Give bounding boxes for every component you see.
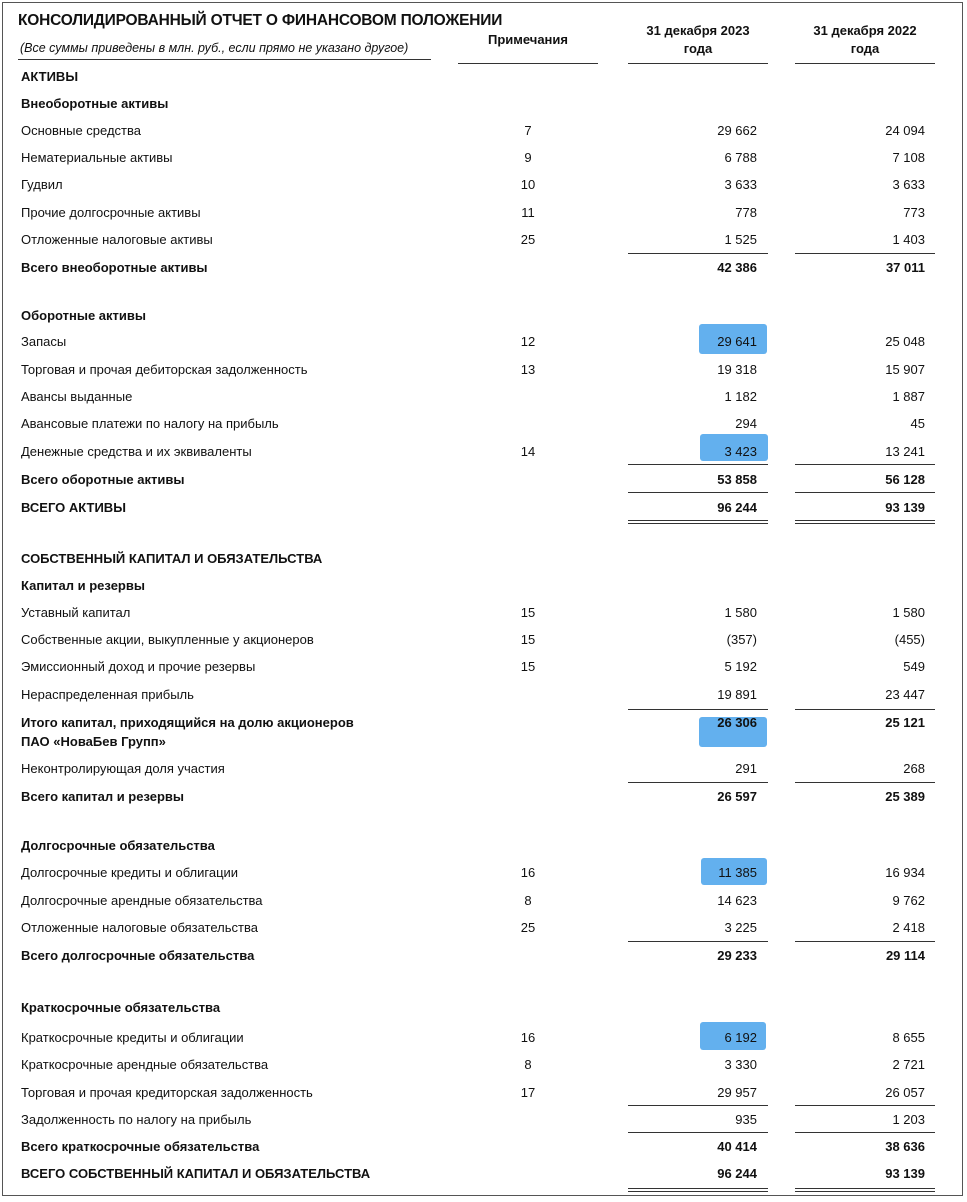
row-label: Торговая и прочая дебиторская задолженность (21, 362, 308, 377)
value-2022: 23 447 (885, 687, 925, 702)
total-double-rule (628, 523, 768, 524)
value-2022: 93 139 (885, 500, 925, 515)
value-2023: 1 580 (724, 605, 757, 620)
value-2023: 29 957 (717, 1085, 757, 1100)
total-double-rule (795, 1191, 935, 1192)
value-2023: 778 (735, 205, 757, 220)
row-label: Всего долгосрочные обязательства (21, 948, 255, 963)
subtotal-rule (628, 782, 768, 783)
row-label: Оборотные активы (21, 308, 146, 323)
row-label: Внеоборотные активы (21, 96, 169, 111)
value-2022: 25 121 (885, 715, 925, 730)
row-label: Всего капитал и резервы (21, 789, 185, 804)
value-2023: 29 662 (717, 123, 757, 138)
value-2023: 42 386 (717, 260, 757, 275)
total-double-rule (795, 520, 935, 521)
row-label: Основные средства (21, 123, 141, 138)
value-2022: 38 636 (885, 1139, 925, 1154)
row-label: Краткосрочные обязательства (21, 1000, 221, 1015)
row-label: Прочие долгосрочные активы (21, 205, 201, 220)
value-2022: 7 108 (892, 150, 925, 165)
value-2023: 1 182 (724, 389, 757, 404)
value-2022: 2 418 (892, 920, 925, 935)
row-note: 17 (520, 1085, 536, 1100)
row-label: Отложенные налоговые активы (21, 232, 213, 247)
value-2022: 549 (903, 659, 925, 674)
row-label: ВСЕГО АКТИВЫ (21, 500, 126, 515)
row-note: 16 (520, 1030, 536, 1045)
value-2022: 1 403 (892, 232, 925, 247)
row-note: 13 (520, 362, 536, 377)
financial-statement-page (2, 2, 963, 1196)
value-2022: 37 011 (885, 260, 925, 275)
row-label: Гудвил (21, 177, 63, 192)
value-2023: 935 (735, 1112, 757, 1127)
row-note: 7 (524, 123, 532, 138)
value-2023: 291 (735, 761, 757, 776)
units-note: (Все суммы приведены в млн. руб., если прямо не указано другое) (20, 41, 409, 55)
row-note: 8 (524, 893, 532, 908)
row-label: Краткосрочные кредиты и облигации (21, 1030, 244, 1045)
value-2023: 29 641 (717, 334, 757, 349)
value-2022: 773 (903, 205, 925, 220)
row-label: Долгосрочные обязательства (21, 838, 215, 853)
subtotal-rule (795, 492, 935, 493)
value-2022: 1 887 (892, 389, 925, 404)
value-2022: 15 907 (885, 362, 925, 377)
row-label: Отложенные налоговые обязательства (21, 920, 258, 935)
value-2023: 3 225 (724, 920, 757, 935)
value-2022: 25 389 (885, 789, 925, 804)
row-label: Авансы выданные (21, 389, 133, 404)
row-note: 11 (521, 205, 535, 220)
value-2023: 26 597 (717, 789, 757, 804)
row-note: 15 (520, 605, 536, 620)
total-double-rule (795, 1188, 935, 1189)
row-note: 25 (520, 232, 536, 247)
value-2023: 96 244 (717, 1166, 757, 1181)
row-label: Неконтролирующая доля участия (21, 761, 225, 776)
row-label: Задолженность по налогу на прибыль (21, 1112, 252, 1127)
page-title: КОНСОЛИДИРОВАННЫЙ ОТЧЕТ О ФИНАНСОВОМ ПОЛОЖЕНИИ (18, 12, 503, 29)
value-2022: 1 580 (892, 605, 925, 620)
row-label: Авансовые платежи по налогу на прибыль (21, 416, 279, 431)
subtotal-rule (628, 464, 768, 465)
total-double-rule (628, 1188, 768, 1189)
total-double-rule (628, 520, 768, 521)
value-2023: 6 192 (724, 1030, 757, 1045)
row-label: ВСЕГО СОБСТВЕННЫЙ КАПИТАЛ И ОБЯЗАТЕЛЬСТВА (21, 1166, 371, 1181)
value-2023: 1 525 (724, 232, 757, 247)
row-label: Нематериальные активы (21, 150, 173, 165)
value-2023: 96 244 (717, 500, 757, 515)
value-2022: 3 633 (892, 177, 925, 192)
value-2023: 26 306 (717, 715, 757, 730)
row-note: 15 (520, 632, 536, 647)
total-double-rule (795, 523, 935, 524)
value-2022: 29 114 (885, 948, 925, 963)
row-label: Всего оборотные активы (21, 472, 185, 487)
value-2023: 6 788 (724, 150, 757, 165)
subtotal-rule (795, 253, 935, 254)
value-2023: 19 891 (717, 687, 757, 702)
row-label: Всего внеоборотные активы (21, 260, 208, 275)
header-divider (458, 63, 598, 64)
value-2023: 40 414 (717, 1139, 757, 1154)
value-2022: 56 128 (885, 472, 925, 487)
row-label: Эмиссионный доход и прочие резервы (21, 659, 256, 674)
row-label: АКТИВЫ (21, 69, 79, 84)
value-2022: 1 203 (892, 1112, 925, 1127)
row-label: Уставный капитал (21, 605, 131, 620)
row-note: 10 (520, 177, 536, 192)
row-label: Краткосрочные арендные обязательства (21, 1057, 269, 1072)
row-note: 9 (524, 150, 532, 165)
subtotal-rule (628, 492, 768, 493)
value-2023: 11 385 (718, 865, 757, 880)
row-label: Нераспределенная прибыль (21, 687, 194, 702)
header-col-2023: 31 декабря 2023 года (646, 23, 750, 56)
subtotal-rule (795, 1132, 935, 1133)
row-note: 8 (524, 1057, 532, 1072)
value-2022: 2 721 (892, 1057, 925, 1072)
row-label: СОБСТВЕННЫЙ КАПИТАЛ И ОБЯЗАТЕЛЬСТВА (21, 551, 323, 566)
value-2022: 26 057 (885, 1085, 925, 1100)
value-2022: 25 048 (885, 334, 925, 349)
row-label: Запасы (21, 334, 67, 349)
header-notes: Примечания (487, 32, 568, 47)
row-note: 12 (520, 334, 536, 349)
total-double-rule (628, 1191, 768, 1192)
row-label: Собственные акции, выкупленные у акционеров (21, 632, 314, 647)
row-label: Денежные средства и их эквиваленты (21, 444, 252, 459)
value-2023: 3 423 (724, 444, 757, 459)
header-divider (18, 59, 431, 60)
header-col-2022: 31 декабря 2022 года (813, 23, 917, 56)
value-2022: 45 (910, 416, 925, 431)
row-note: 16 (520, 865, 536, 880)
row-label: Торговая и прочая кредиторская задолженность (21, 1085, 313, 1100)
value-2023: 3 330 (724, 1057, 757, 1072)
header-divider (628, 63, 768, 64)
header-divider (795, 63, 935, 64)
subtotal-rule (795, 464, 935, 465)
value-2023: 3 633 (724, 177, 757, 192)
subtotal-rule (795, 1105, 935, 1106)
value-2023: (357) (726, 632, 757, 647)
subtotal-rule (628, 941, 768, 942)
row-note: 15 (520, 659, 536, 674)
value-2022: (455) (894, 632, 925, 647)
row-label: Капитал и резервы (21, 578, 145, 593)
value-2023: 294 (735, 416, 757, 431)
row-label: Итого капитал, приходящийся на долю акционеров (21, 715, 354, 730)
value-2022: 268 (903, 761, 925, 776)
subtotal-rule (628, 709, 768, 710)
value-2023: 14 623 (717, 893, 757, 908)
value-2023: 5 192 (724, 659, 757, 674)
value-2022: 8 655 (892, 1030, 925, 1045)
row-label: Всего краткосрочные обязательства (21, 1139, 260, 1154)
value-2022: 9 762 (892, 893, 925, 908)
subtotal-rule (795, 709, 935, 710)
subtotal-rule (628, 1132, 768, 1133)
subtotal-rule (795, 782, 935, 783)
row-label: Долгосрочные арендные обязательства (21, 893, 263, 908)
subtotal-rule (628, 253, 768, 254)
value-2022: 93 139 (885, 1166, 925, 1181)
row-note: 14 (520, 444, 536, 459)
row-label: ПАО «НоваБев Групп» (21, 734, 166, 749)
row-label: Долгосрочные кредиты и облигации (21, 865, 239, 880)
value-2022: 13 241 (885, 444, 925, 459)
value-2023: 29 233 (717, 948, 757, 963)
value-2022: 16 934 (885, 865, 925, 880)
value-2023: 19 318 (717, 362, 757, 377)
subtotal-rule (795, 941, 935, 942)
row-note: 25 (520, 920, 536, 935)
subtotal-rule (628, 1105, 768, 1106)
value-2023: 53 858 (717, 472, 757, 487)
value-2022: 24 094 (885, 123, 925, 138)
